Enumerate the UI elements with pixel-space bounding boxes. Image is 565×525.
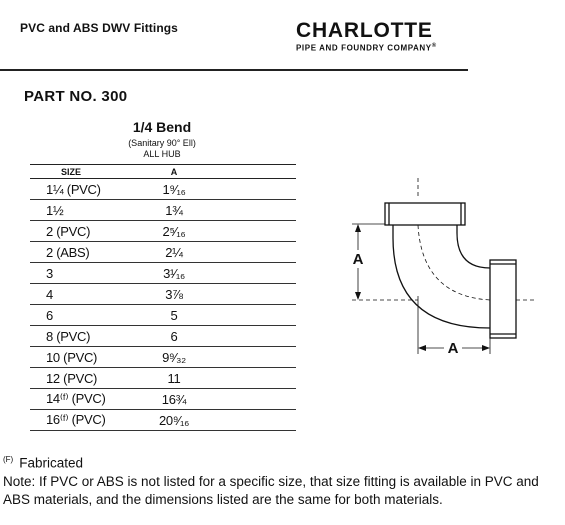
size-cell: 1½ [46, 202, 64, 218]
table-title: 1/4 Bend [132, 119, 192, 135]
fabricated-text: Fabricated [19, 455, 84, 471]
column-header-a: A [170, 166, 178, 177]
table-row [30, 263, 296, 284]
fabricated-note [3, 451, 563, 473]
table-row [30, 179, 296, 200]
centerline [418, 178, 536, 300]
brand-name: CHARLOTTE [296, 19, 433, 42]
table-subtitle-hub: ALL HUB [143, 149, 181, 159]
arrow-down-icon [355, 292, 361, 300]
size-cell: 16⁽ᶠ⁾ (PVC) [46, 412, 106, 427]
a-cell: 16¾ [161, 391, 187, 407]
table-row [30, 284, 296, 305]
size-cell: 2 (PVC) [46, 223, 91, 239]
part-number: PART NO. 300 [24, 88, 128, 105]
fabricated-mark: (F) [3, 455, 14, 464]
table-row [30, 305, 296, 326]
outer-curve [393, 225, 490, 328]
table-subtitle [108, 138, 216, 160]
size-cell: 12 (PVC) [46, 370, 98, 386]
table-row [30, 221, 296, 242]
size-cell: 4 [46, 286, 53, 302]
a-cell: 2⁵⁄₁₆ [162, 223, 186, 239]
inner-curve [457, 225, 490, 268]
a-cell: 2¼ [165, 244, 183, 260]
table-row [30, 347, 296, 368]
table-row [30, 368, 296, 389]
size-cell: 2 (ABS) [46, 244, 90, 260]
arrow-up-icon [355, 224, 361, 232]
size-cell: 3 [46, 265, 53, 281]
a-cell: 6 [170, 328, 178, 344]
arrow-right-icon [482, 345, 490, 351]
table-row [30, 326, 296, 347]
table-row [30, 200, 296, 221]
table-row [30, 242, 296, 263]
a-cell: 1⁹⁄₁₆ [162, 181, 186, 197]
a-cell: 1¾ [165, 202, 183, 218]
dimensions-table [30, 164, 296, 431]
a-cell: 11 [167, 370, 181, 386]
a-cell: 20⁹⁄₁₆ [158, 412, 190, 428]
column-header-size: SIZE [61, 166, 82, 177]
size-cell: 8 (PVC) [46, 328, 91, 344]
notes-section [3, 451, 563, 509]
charlotte-logo [296, 20, 474, 53]
header-divider [0, 69, 468, 71]
table-subtitle-ell: (Sanitary 90° Ell) [128, 138, 196, 148]
dimension-label-horizontal: A [447, 340, 459, 357]
brand-sub-text: PIPE AND FOUNDRY COMPANY [296, 43, 432, 53]
table-row [30, 410, 296, 431]
a-cell: 9⁹⁄₃₂ [162, 349, 186, 365]
size-cell: 10 (PVC) [46, 349, 98, 365]
registered-mark: ® [431, 43, 437, 49]
a-cell: 3¹⁄₁₆ [163, 265, 185, 281]
table-header-row [30, 165, 296, 178]
a-cell: 3⅞ [165, 286, 183, 302]
side-hub [490, 260, 516, 338]
brand-subtitle [296, 42, 474, 53]
table-row [30, 389, 296, 410]
size-cell: 1¼ (PVC) [46, 181, 101, 197]
bend-fitting-diagram [340, 178, 540, 358]
dimension-label-vertical: A [352, 251, 364, 268]
top-hub [385, 203, 465, 225]
a-cell: 5 [170, 307, 178, 323]
materials-note: Note: If PVC or ABS is not listed for a specific size, that size fitting is available in PVC and ABS materials, and the dimensions listed are the same for both materials. [3, 473, 539, 507]
fitting-outline [385, 203, 516, 338]
page-header-title: PVC and ABS DWV Fittings [20, 21, 178, 35]
table-body [30, 179, 296, 431]
arrow-left-icon [418, 345, 426, 351]
size-cell: 6 [46, 307, 53, 323]
size-cell: 14⁽ᶠ⁾ (PVC) [46, 391, 106, 406]
